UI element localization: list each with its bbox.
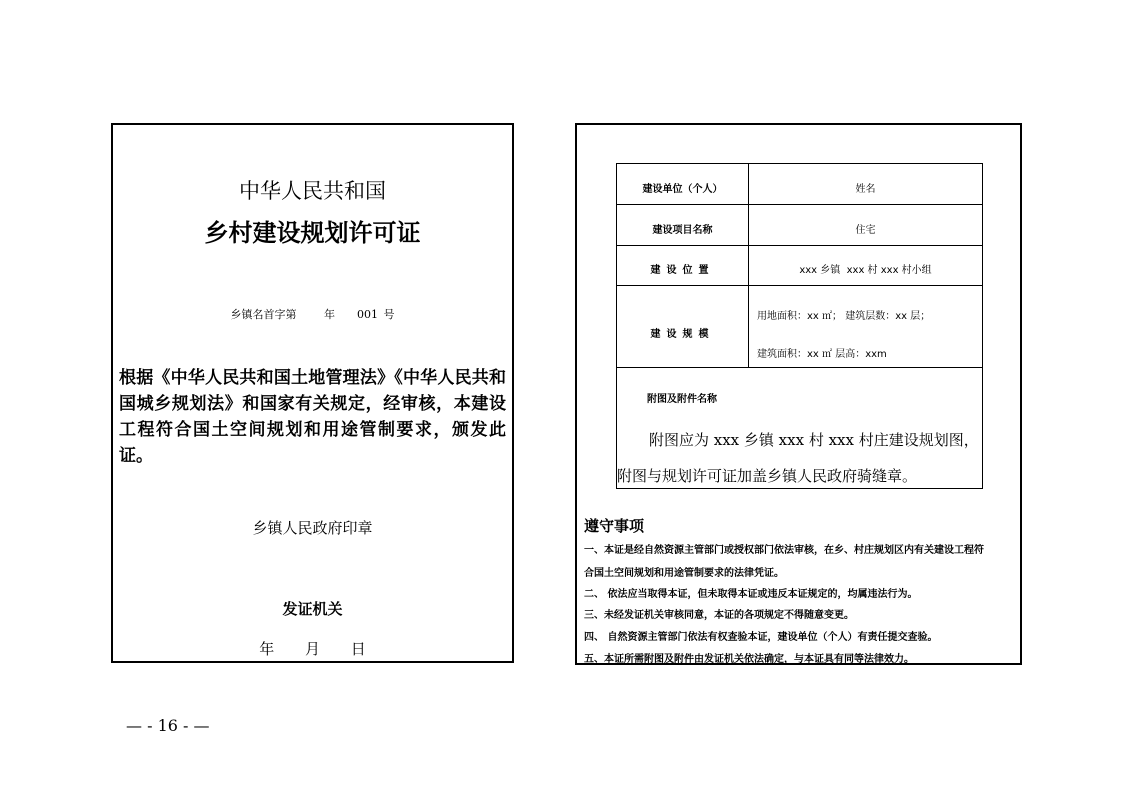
table-row-project — [617, 205, 982, 246]
issuing-authority: 发证机关 — [282, 600, 343, 618]
project-info-table — [616, 163, 983, 489]
rule-item: 三、未经发证机关审核同意，本证的各项规定不得随意变更。 — [584, 610, 854, 621]
issue-date: 年 月 日 — [259, 640, 366, 658]
certificate-title: 乡村建设规划许可证 — [204, 219, 421, 247]
certificate-back-panel — [575, 123, 1022, 665]
attachment-label: 附图及附件名称 — [647, 394, 717, 405]
scale-values — [749, 286, 982, 367]
rule-item: 合国土空间规划和用途管制要求的法律凭证。 — [584, 568, 784, 579]
table-row-location — [617, 246, 982, 286]
unit-value: 姓名 — [855, 183, 876, 195]
attachment-line-1: 附图应为 xxx 乡镇 xxx 村 xxx 村庄建设规划图， — [649, 431, 979, 449]
certificate-front-panel — [111, 123, 514, 663]
rule-item: 二、 依法应当取得本证，但未取得本证或违反本证规定的，均属违法行为。 — [584, 589, 918, 600]
table-row-unit — [617, 164, 982, 205]
scale-label: 建设规模 — [617, 286, 749, 367]
certificate-number: 乡镇名首字第 年 001 号 — [230, 308, 395, 321]
page-number: — - 16 - — — [126, 716, 210, 735]
country-name: 中华人民共和国 — [239, 179, 386, 203]
rule-item: 四、 自然资源主管部门依法有权查验本证，建设单位（个人）有责任提交查验。 — [584, 632, 938, 643]
scale-line-2: 建筑面积：xx ㎡ 层高：xxm — [757, 349, 887, 360]
unit-label: 建设单位（个人） — [617, 164, 749, 204]
attachment-line-2: 附图与规划许可证加盖乡镇人民政府骑缝章。 — [617, 467, 918, 485]
scale-line-1: 用地面积：xx ㎡； 建筑层数：xx 层； — [757, 311, 931, 322]
table-row-scale — [617, 286, 982, 368]
certificate-body-text: 根据《中华人民共和国土地管理法》《中华人民共和国城乡规划法》和国家有关规定，经审核，本建设工程符合国土空间规划和用途管制要求，颁发此证。 — [119, 368, 506, 466]
project-name-value: 住宅 — [855, 224, 876, 236]
rules-title: 遵守事项 — [584, 517, 645, 535]
location-value: xxx 乡镇 xxx 村 xxx 村小组 — [799, 265, 932, 276]
rule-item: 五、本证所需附图及附件由发证机关依法确定，与本证具有同等法律效力。 — [584, 654, 914, 665]
seal-placeholder: 乡镇人民政府印章 — [252, 519, 373, 537]
rule-item: 一、本证是经自然资源主管部门或授权部门依法审核，在乡、村庄规划区内有关建设工程符 — [584, 545, 984, 556]
table-row-attachments — [617, 368, 982, 488]
location-label: 建设位置 — [617, 246, 749, 285]
project-name-label: 建设项目名称 — [617, 205, 749, 245]
